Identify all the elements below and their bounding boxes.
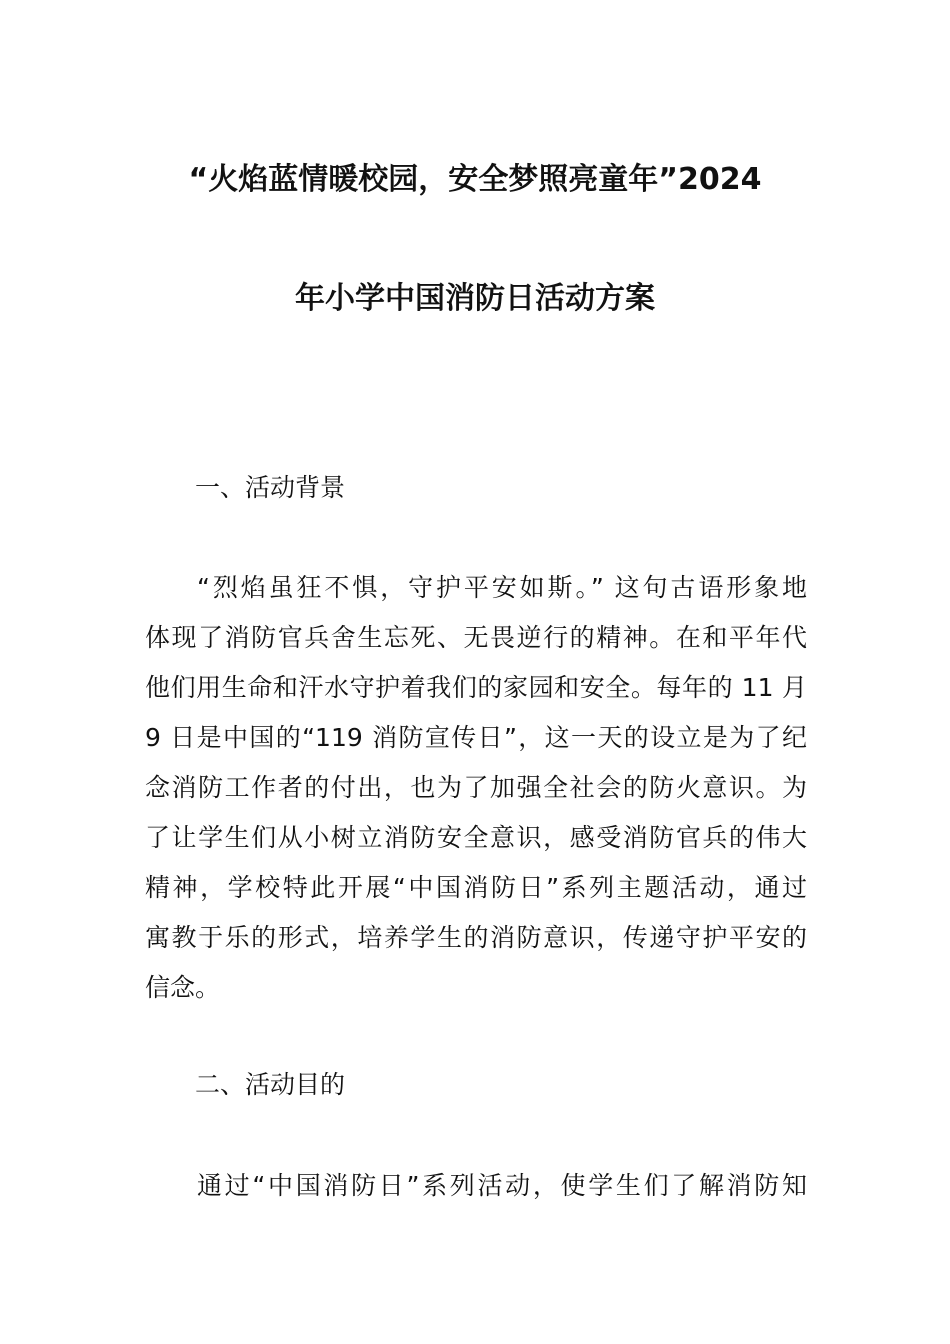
paragraph-line: 9 日是中国的“119 消防宣传日”，这一天的设立是为了纪 [145,723,807,752]
paragraph-line: “烈焰虽狂不惧，守护平安如斯。” 这句古语形象地 [197,573,807,602]
paragraph-line: 体现了消防官兵舍生忘死、无畏逆行的精神。在和平年代 [145,623,807,652]
section-paragraph-purpose [145,1161,807,1211]
document-title-line-1: “火焰蓝情暖校园，安全梦照亮童年”2024 [188,162,762,197]
paragraph-line: 寓教于乐的形式，培养学生的消防意识，传递守护平安的 [145,923,807,952]
document-title-line-2: 年小学中国消防日活动方案 [295,281,655,316]
paragraph-line: 念消防工作者的付出，也为了加强全社会的防火意识。为 [145,773,807,802]
paragraph-line: 信念。 [145,973,221,1002]
section-paragraph-background [145,563,807,1013]
paragraph-line: 了让学生们从小树立消防安全意识，感受消防官兵的伟大 [145,823,807,852]
section-heading-background: 一、活动背景 [195,473,346,502]
section-heading-purpose: 二、活动目的 [195,1070,346,1099]
paragraph-line: 通过“中国消防日”系列活动，使学生们了解消防知 [197,1171,807,1200]
paragraph-line: 他们用生命和汗水守护着我们的家园和安全。每年的 11 月 [145,673,807,702]
paragraph-line: 精神，学校特此开展“中国消防日”系列主题活动，通过 [145,873,807,902]
